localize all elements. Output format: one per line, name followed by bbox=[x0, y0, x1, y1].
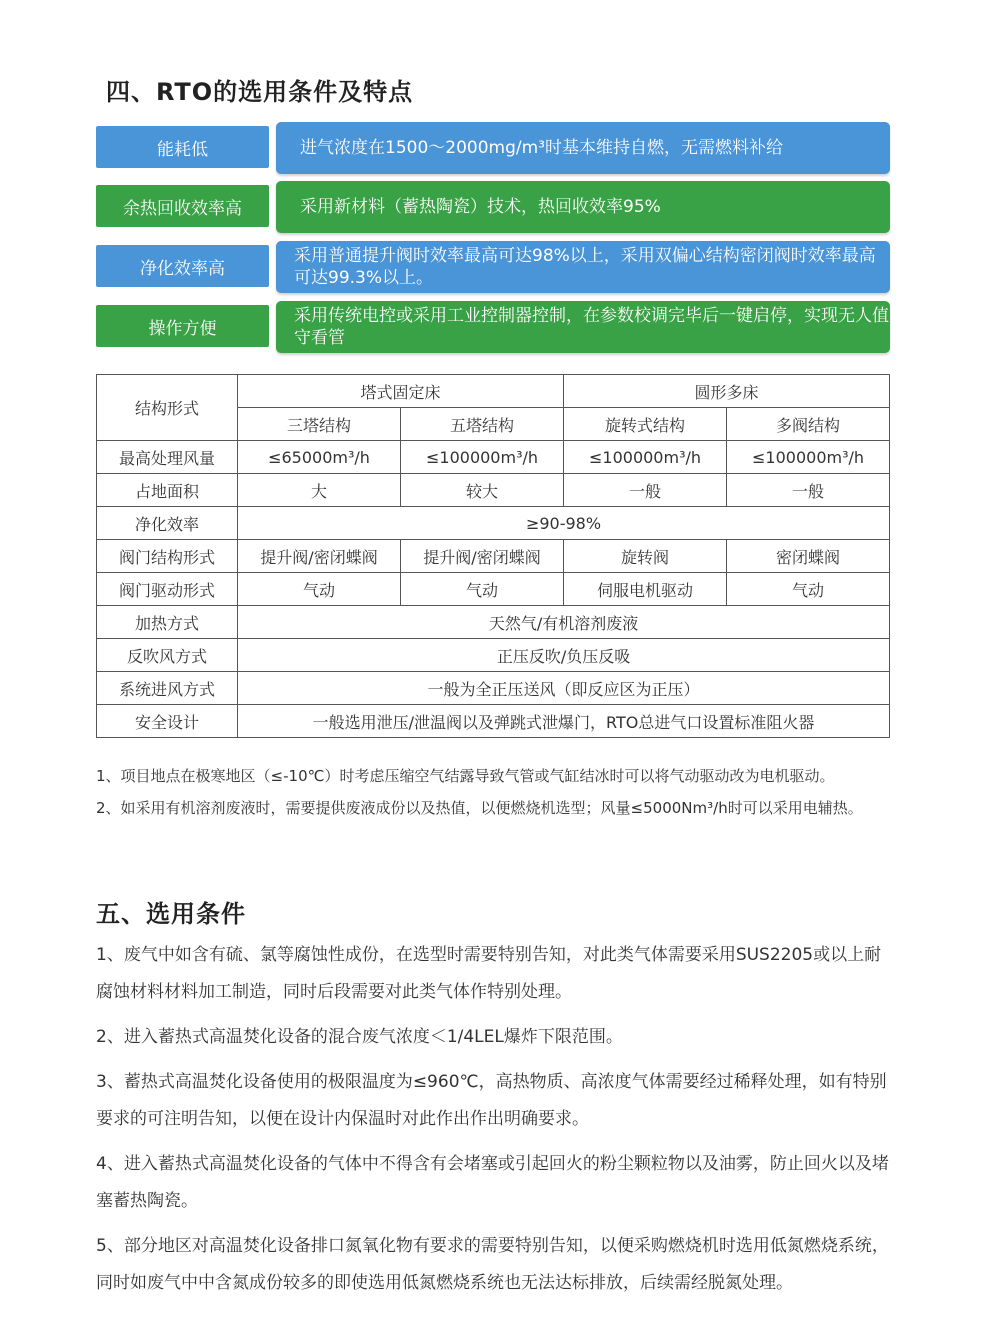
table-row bbox=[97, 639, 890, 672]
cell: 气动 bbox=[401, 573, 564, 606]
table-group-multibed: 圆形多床 bbox=[564, 375, 890, 408]
table-row bbox=[97, 441, 890, 474]
feature-desc: 进气浓度在1500～2000mg/m³时基本维持自燃，无需燃料补给 bbox=[276, 122, 890, 174]
section4-title: 四、RTO的选用条件及特点 bbox=[106, 78, 414, 106]
table-row bbox=[97, 474, 890, 507]
table-group-tower: 塔式固定床 bbox=[238, 375, 564, 408]
row-label: 加热方式 bbox=[97, 606, 238, 639]
feature-label: 净化效率高 bbox=[96, 245, 269, 287]
cell: ≤100000m³/h bbox=[401, 441, 564, 474]
feature-desc: 采用普通提升阀时效率最高可达98%以上，采用双偏心结构密闭阀时效率最高可达99.3%以上。 bbox=[276, 241, 890, 293]
row-label: 安全设计 bbox=[97, 705, 238, 738]
feature-row-energy bbox=[96, 122, 890, 172]
feature-desc: 采用新材料（蓄热陶瓷）技术，热回收效率95% bbox=[276, 181, 890, 233]
feature-desc: 采用传统电控或采用工业控制器控制，在参数校调完毕后一键启停，实现无人值守看管 bbox=[276, 301, 890, 353]
cell: 一般 bbox=[727, 474, 890, 507]
conditions-list bbox=[96, 937, 896, 1310]
cell: 气动 bbox=[238, 573, 401, 606]
cell: 一般 bbox=[564, 474, 727, 507]
table-row bbox=[97, 507, 890, 540]
note: 2、如采用有机溶剂废液时，需要提供废液成份以及热值，以便燃烧机选型；风量≤5000Nm³/h时可以采用电辅热。 bbox=[96, 799, 863, 817]
condition-item: 5、部分地区对高温焚化设备排口氮氧化物有要求的需要特别告知，以便采购燃烧机时选用低氮燃烧系统，同时如废气中中含氮成份较多的即使选用低氮燃烧系统也无法达标排放，后续需经脱氮处理。 bbox=[96, 1236, 889, 1293]
condition-item: 2、进入蓄热式高温焚化设备的混合废气浓度＜1/4LEL爆炸下限范围。 bbox=[96, 1027, 623, 1047]
feature-label: 能耗低 bbox=[96, 126, 269, 168]
table-row bbox=[97, 705, 890, 738]
cell: 大 bbox=[238, 474, 401, 507]
table-subheader: 五塔结构 bbox=[401, 408, 564, 441]
section5-title: 五、选用条件 bbox=[96, 900, 246, 928]
table-subheader: 旋转式结构 bbox=[564, 408, 727, 441]
condition-item: 3、蓄热式高温焚化设备使用的极限温度为≤960℃，高热物质、高浓度气体需要经过稀释处理，如有特别要求的可注明告知，以便在设计内保温时对此作出作出明确要求。 bbox=[96, 1072, 887, 1129]
row-label: 阀门结构形式 bbox=[97, 540, 238, 573]
cell: 旋转阀 bbox=[564, 540, 727, 573]
feature-label: 操作方便 bbox=[96, 305, 269, 347]
cell: 天然气/有机溶剂废液 bbox=[238, 606, 890, 639]
cell: ≥90-98% bbox=[238, 507, 890, 540]
table-subheader: 多阀结构 bbox=[727, 408, 890, 441]
table-row bbox=[97, 540, 890, 573]
cell: ≤100000m³/h bbox=[564, 441, 727, 474]
row-label: 阀门驱动形式 bbox=[97, 573, 238, 606]
cell: ≤65000m³/h bbox=[238, 441, 401, 474]
spec-table bbox=[96, 374, 890, 738]
cell: 密闭蝶阀 bbox=[727, 540, 890, 573]
cell: 较大 bbox=[401, 474, 564, 507]
feature-row-purification bbox=[96, 241, 890, 291]
cell: 一般为全正压送风（即反应区为正压） bbox=[238, 672, 890, 705]
cell: ≤100000m³/h bbox=[727, 441, 890, 474]
cell: 伺服电机驱动 bbox=[564, 573, 727, 606]
cell: 提升阀/密闭蝶阀 bbox=[401, 540, 564, 573]
table-row bbox=[97, 573, 890, 606]
feature-row-operation bbox=[96, 301, 890, 351]
row-label: 净化效率 bbox=[97, 507, 238, 540]
cell: 气动 bbox=[727, 573, 890, 606]
table-row bbox=[97, 606, 890, 639]
table-notes bbox=[96, 760, 896, 824]
table-header-structure: 结构形式 bbox=[97, 375, 238, 441]
table-row bbox=[97, 672, 890, 705]
note: 1、项目地点在极寒地区（≤-10℃）时考虑压缩空气结露导致气管或气缸结冰时可以将气动驱动改为电机驱动。 bbox=[96, 767, 835, 785]
row-label: 最高处理风量 bbox=[97, 441, 238, 474]
row-label: 系统进风方式 bbox=[97, 672, 238, 705]
row-label: 占地面积 bbox=[97, 474, 238, 507]
feature-row-heat-recovery bbox=[96, 181, 890, 231]
cell: 一般选用泄压/泄温阀以及弹跳式泄爆门，RTO总进气口设置标准阻火器 bbox=[238, 705, 890, 738]
cell: 正压反吹/负压反吸 bbox=[238, 639, 890, 672]
condition-item: 1、废气中如含有硫、氯等腐蚀性成份，在选型时需要特别告知，对此类气体需要采用SUS2205或以上耐腐蚀材料材料加工制造，同时后段需要对此类气体作特别处理。 bbox=[96, 945, 882, 1002]
cell: 提升阀/密闭蝶阀 bbox=[238, 540, 401, 573]
feature-label: 余热回收效率高 bbox=[96, 185, 269, 227]
row-label: 反吹风方式 bbox=[97, 639, 238, 672]
condition-item: 4、进入蓄热式高温焚化设备的气体中不得含有会堵塞或引起回火的粉尘颗粒物以及油雾，防止回火以及堵塞蓄热陶瓷。 bbox=[96, 1154, 889, 1211]
table-subheader: 三塔结构 bbox=[238, 408, 401, 441]
